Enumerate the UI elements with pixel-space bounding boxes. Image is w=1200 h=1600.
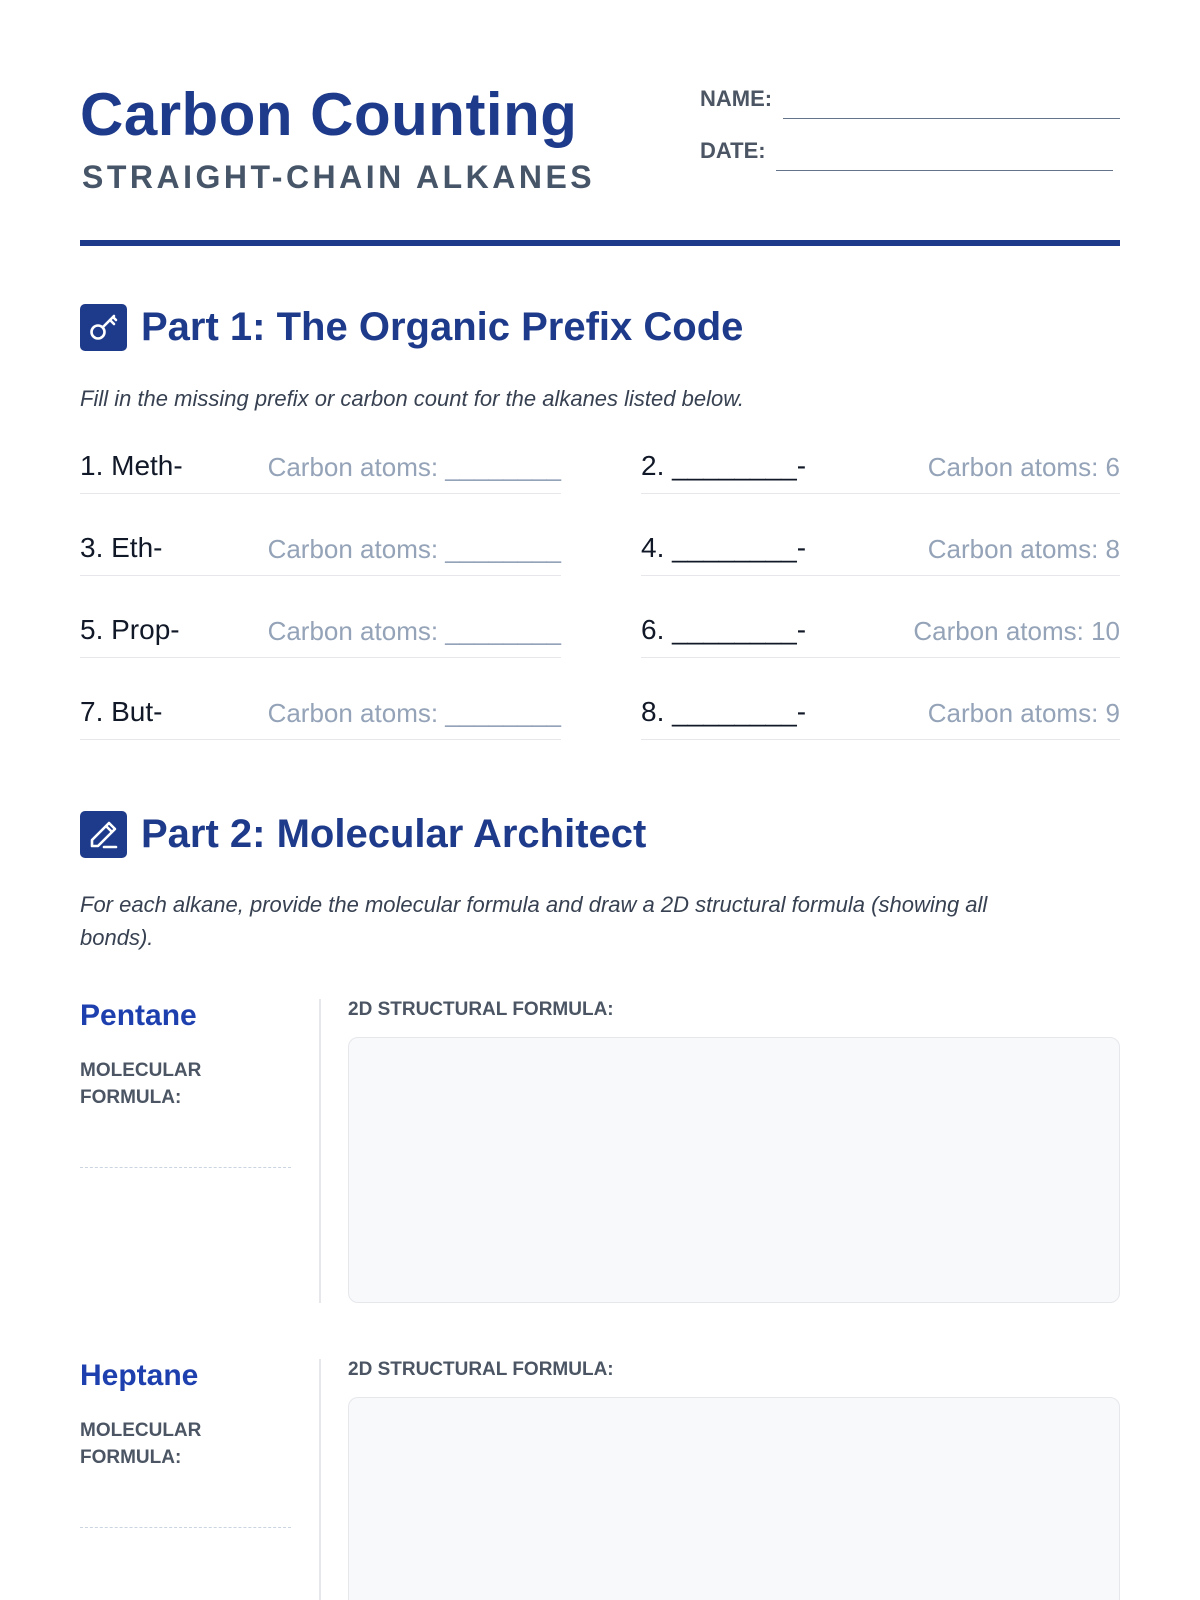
item-carbon-count: Carbon atoms: 9 [927,698,1120,728]
list-item [80,526,561,576]
part2-instructions: For each alkane, provide the molecular formula and draw a 2D structural formula (showing all bonds). [80,892,988,950]
list-item [641,526,1120,576]
key-icon [80,304,127,351]
date-field[interactable] [776,170,1113,171]
page-title: Carbon Counting [80,81,578,148]
column-divider [319,1359,321,1600]
molecular-formula-label: MOLECULAR FORMULA: [80,1420,202,1468]
molecular-formula-label: MOLECULAR FORMULA: [80,1060,202,1108]
item-carbon-count[interactable]: Carbon atoms: ________ [267,534,561,564]
structural-formula-drawing-area[interactable] [348,1397,1120,1600]
list-item [641,608,1120,658]
alkane-card-heptane [80,1359,1120,1600]
part1-title: Part 1: The Organic Prefix Code [141,305,744,349]
name-field[interactable] [783,118,1120,119]
name-label: NAME: [700,86,773,111]
molecular-formula-field[interactable] [80,1527,291,1528]
item-prefix[interactable]: 4. ________- [641,532,807,563]
item-carbon-count[interactable]: Carbon atoms: ________ [267,616,561,646]
worksheet-header [80,80,1120,250]
list-item [80,608,561,658]
item-prefix[interactable]: 8. ________- [641,696,807,727]
header-rule [80,240,1120,246]
item-carbon-count[interactable]: Carbon atoms: ________ [267,698,561,728]
part2-title: Part 2: Molecular Architect [141,812,647,856]
list-item [641,690,1120,740]
date-label: DATE: [700,138,766,163]
item-prefix[interactable]: 2. ________- [641,450,807,481]
list-item [641,444,1120,494]
column-divider [319,999,321,1303]
alkane-name: Pentane [80,999,197,1032]
item-prefix: 7. But- [80,696,163,727]
pencil-icon [80,811,127,858]
item-prefix: 3. Eth- [80,532,163,563]
item-prefix: 5. Prop- [80,614,180,645]
item-prefix[interactable]: 6. ________- [641,614,807,645]
list-item [80,690,561,740]
page-subtitle: STRAIGHT-CHAIN ALKANES [82,159,596,195]
item-carbon-count: Carbon atoms: 10 [913,616,1120,646]
item-carbon-count: Carbon atoms: 6 [927,452,1120,482]
item-prefix: 1. Meth- [80,450,183,481]
list-item [80,444,561,494]
structural-formula-drawing-area[interactable] [348,1037,1120,1303]
structural-formula-label: 2D STRUCTURAL FORMULA: [348,999,614,1020]
item-carbon-count: Carbon atoms: 8 [927,534,1120,564]
alkane-name: Heptane [80,1359,199,1392]
structural-formula-label: 2D STRUCTURAL FORMULA: [348,1359,614,1380]
part1-instructions: Fill in the missing prefix or carbon count for the alkanes listed below. [80,386,744,411]
molecular-formula-field[interactable] [80,1167,291,1168]
item-carbon-count[interactable]: Carbon atoms: ________ [267,452,561,482]
alkane-card-pentane [80,999,1120,1303]
